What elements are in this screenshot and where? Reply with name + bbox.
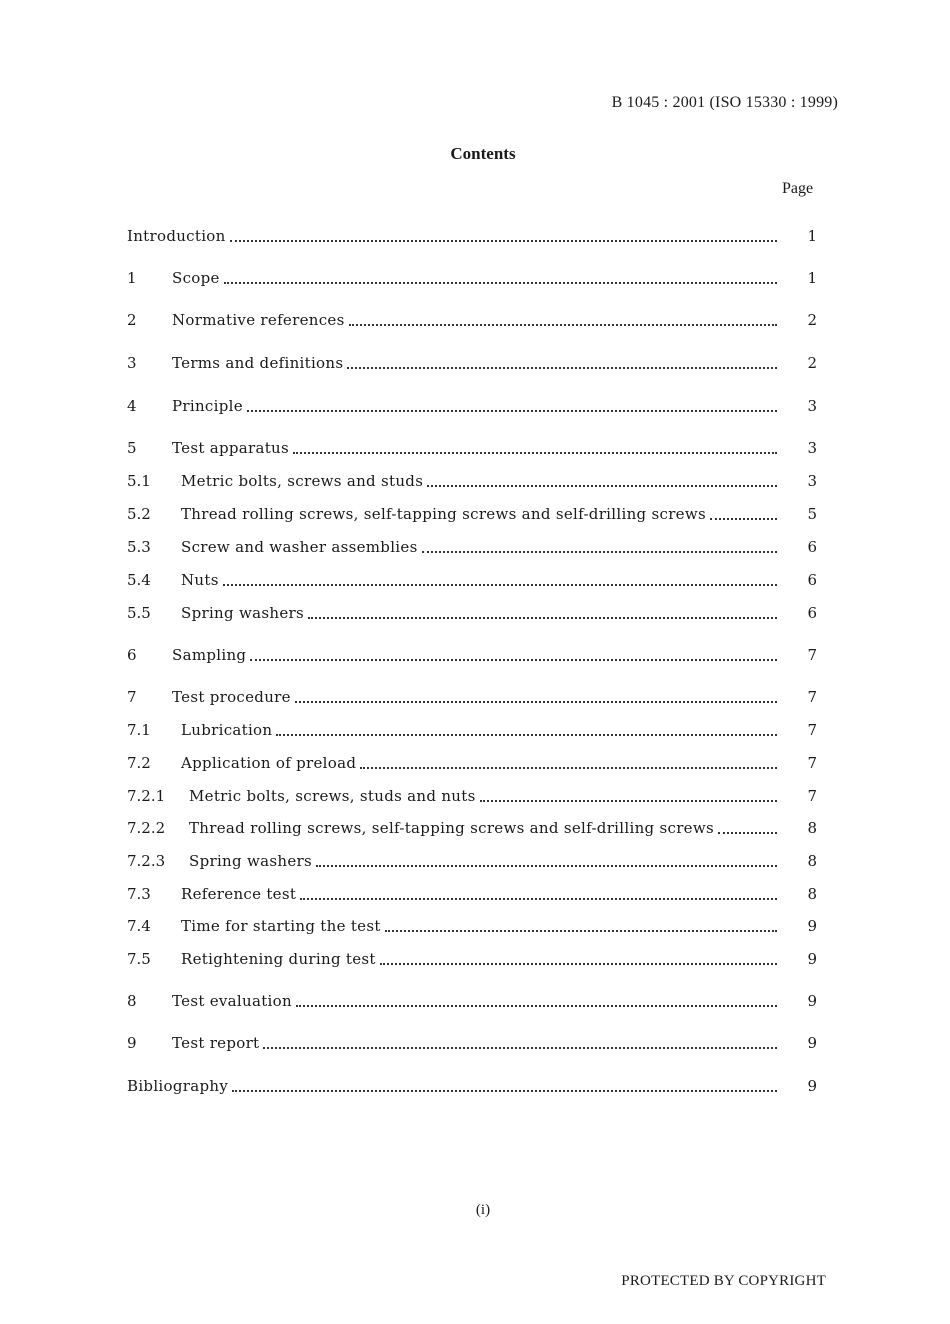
toc-entry[interactable] [127,601,817,623]
toc-entry-page: 6 [807,604,817,622]
toc-entry[interactable] [127,535,817,557]
toc-entry-title: Nuts [181,571,219,589]
dot-leader [263,1046,777,1049]
toc-entry-page: 7 [807,646,817,664]
toc-entry-number: 3 [127,354,137,372]
toc-entry-title: Reference test [181,885,297,903]
toc-entry-title: Sampling [172,646,247,664]
toc-entry-page: 9 [807,950,817,968]
toc-entry-number: 7 [127,688,137,706]
dot-leader [250,658,777,661]
toc-entry-number: 7.1 [127,721,151,739]
toc-entry[interactable] [127,308,817,330]
toc-entry-page: 8 [807,885,817,903]
dot-leader [295,700,777,703]
toc-entry[interactable] [127,224,817,246]
dot-leader [710,517,777,520]
toc-entry[interactable] [127,266,817,288]
toc-entry-title: Test report [172,1034,260,1052]
toc-entry-number: 8 [127,992,137,1010]
toc-entry[interactable] [127,685,817,707]
toc-entry[interactable] [127,568,817,590]
dot-leader [347,366,777,369]
toc-entry-page: 6 [807,571,817,589]
toc-entry-number: 7.5 [127,950,151,968]
toc-entry[interactable] [127,718,817,740]
footer-page-number: (i) [475,1202,491,1218]
dot-leader [380,962,777,965]
toc-entry-page: 7 [807,721,817,739]
toc-entry-title: Screw and washer assemblies [181,538,418,556]
toc-entry-title: Spring washers [181,604,304,622]
toc-entry-page: 7 [807,754,817,772]
dot-leader [223,583,777,586]
dot-leader [308,616,777,619]
toc-entry-number: 7.2.1 [127,787,166,805]
toc-entry-title: Normative references [172,311,345,329]
toc-entry-number: 2 [127,311,137,329]
dot-leader [296,1004,777,1007]
toc-entry[interactable] [127,751,817,773]
toc-entry[interactable] [127,816,817,838]
toc-entry-page: 8 [807,819,817,837]
dot-leader [480,799,777,802]
dot-leader [276,733,777,736]
toc-entry-page: 9 [807,1077,817,1095]
dot-leader [316,864,777,867]
toc-entry[interactable] [127,784,817,806]
toc-entry-title: Retightening during test [181,950,376,968]
toc-entry-page: 8 [807,852,817,870]
dot-leader [224,281,777,284]
toc-entry-title: Test apparatus [172,439,290,457]
toc-entry[interactable] [127,914,817,936]
toc-entry[interactable] [127,1074,817,1096]
toc-entry-page: 9 [807,992,817,1010]
document-code: B 1045 : 2001 (ISO 15330 : 1999) [611,94,838,111]
toc-entry-title: Metric bolts, screws and studs [181,472,424,490]
toc-entry-number: 5.5 [127,604,151,622]
toc-entry-page: 2 [807,311,817,329]
toc-entry-page: 7 [807,787,817,805]
toc-entry[interactable] [127,849,817,871]
toc-entry-title: Bibliography [127,1077,229,1095]
dot-leader [427,484,777,487]
toc-entry[interactable] [127,436,817,458]
toc-entry-number: 5.1 [127,472,151,490]
toc-entry-page: 1 [807,227,817,245]
toc-entry-title: Lubrication [181,721,273,739]
dot-leader [300,897,777,900]
toc-entry-title: Principle [172,397,243,415]
toc-entry-title: Terms and definitions [172,354,344,372]
toc-entry-title: Thread rolling screws, self-tapping screws and self-drilling screws [189,819,714,837]
toc-entry-title: Scope [172,269,220,287]
dot-leader [385,929,777,932]
toc-entry-title: Metric bolts, screws, studs and nuts [189,787,476,805]
toc-entry[interactable] [127,882,817,904]
toc-entry-page: 9 [807,917,817,935]
toc-entry-number: 7.4 [127,917,151,935]
toc-entry-title: Spring washers [189,852,312,870]
toc-entry-page: 1 [807,269,817,287]
toc-entry-title: Introduction [127,227,226,245]
toc-entry-page: 3 [807,439,817,457]
dot-leader [718,831,777,834]
toc-entry[interactable] [127,502,817,524]
toc-entry-number: 7.3 [127,885,151,903]
dot-leader [293,451,777,454]
toc-entry-number: 1 [127,269,137,287]
toc-entry-title: Test procedure [172,688,291,706]
toc-entry-title: Test evaluation [172,992,292,1010]
toc-entry-number: 5.4 [127,571,151,589]
toc-entry-title: Thread rolling screws, self-tapping screws and self-drilling screws [181,505,706,523]
toc-entry[interactable] [127,351,817,373]
toc-entry[interactable] [127,947,817,969]
toc-entry[interactable] [127,643,817,665]
toc-entry-page: 5 [807,505,817,523]
toc-entry-page: 3 [807,472,817,490]
toc-entry[interactable] [127,989,817,1011]
toc-entry-page: 7 [807,688,817,706]
dot-leader [247,409,777,412]
toc-entry-number: 6 [127,646,137,664]
dot-leader [360,766,777,769]
contents-title: Contents [450,144,516,163]
toc-entry-number: 7.2 [127,754,151,772]
toc-entry-page: 6 [807,538,817,556]
toc-entry[interactable] [127,469,817,491]
page-column-label: Page [782,180,814,197]
toc-entry-number: 7.2.3 [127,852,166,870]
copyright-notice: PROTECTED BY COPYRIGHT [621,1273,826,1289]
dot-leader [349,323,777,326]
toc-entry-title: Time for starting the test [181,917,381,935]
toc-entry-number: 5.2 [127,505,151,523]
toc-entry-page: 3 [807,397,817,415]
toc-entry-page: 9 [807,1034,817,1052]
dot-leader [422,550,777,553]
toc-entry[interactable] [127,1031,817,1053]
toc-entry[interactable] [127,394,817,416]
toc-entry-number: 7.2.2 [127,819,166,837]
dot-leader [230,239,777,242]
toc-entry-title: Application of preload [181,754,357,772]
toc-entry-number: 5.3 [127,538,151,556]
toc-entry-number: 5 [127,439,137,457]
toc-entry-number: 4 [127,397,137,415]
toc-entry-number: 9 [127,1034,137,1052]
dot-leader [232,1089,777,1092]
toc-entry-page: 2 [807,354,817,372]
